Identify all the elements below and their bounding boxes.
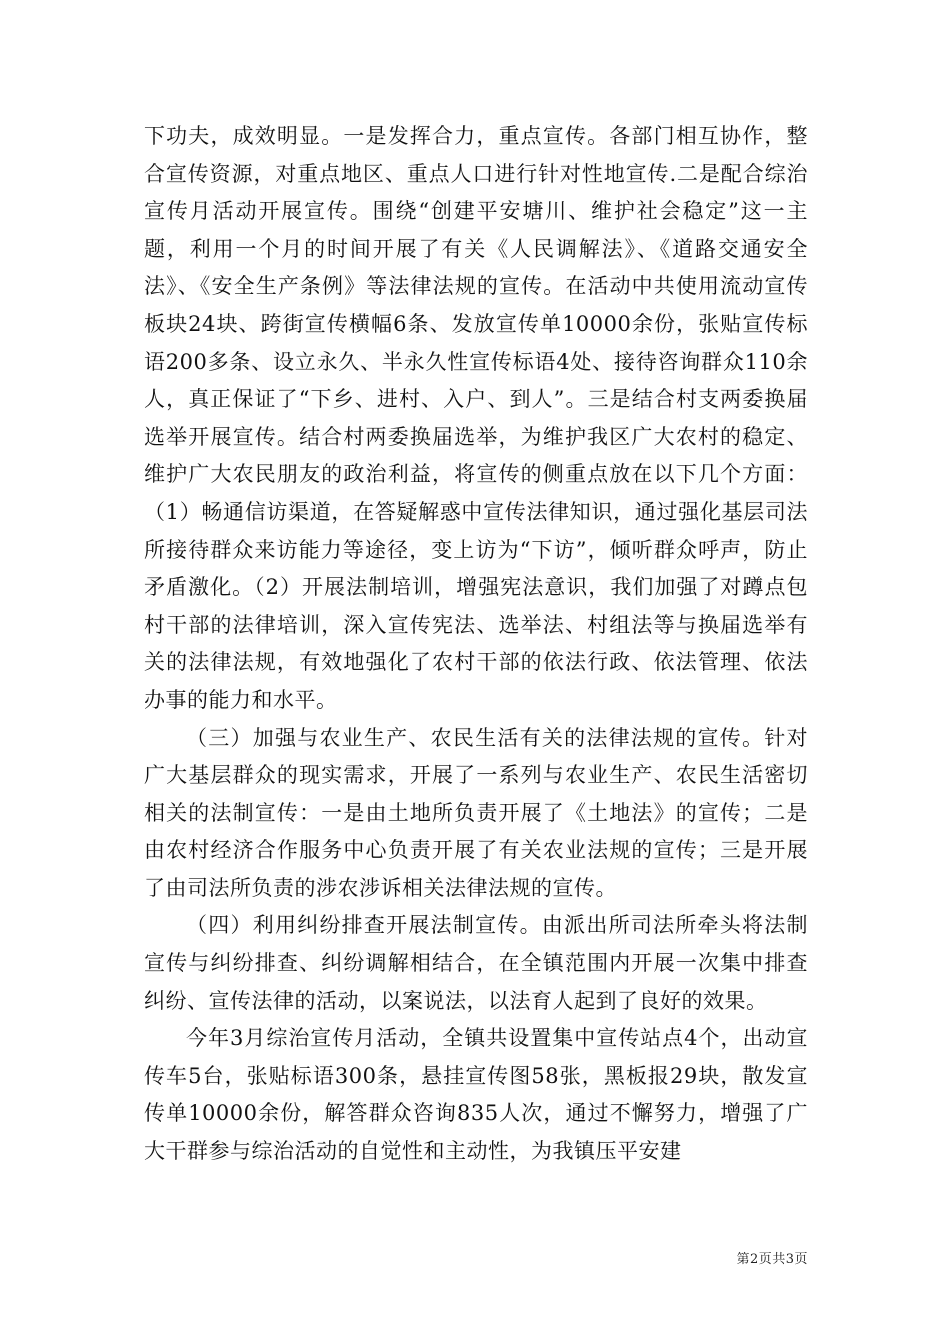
paragraph-continuation: 下功夫，成效明显。一是发挥合力，重点宣传。各部门相互协作，整合宣传资源，对重点地区、重点人口进行针对性地宣传.二是配合综治宣传月活动开展宣传。围绕“创建平安塘川、维护社会稳定”这一主题，利用一个月的时间开展了有关《人民调解法》、《道路交通安全法》、《安全生产条例》等法律法规的宣传。在活动中共使用流动宣传板块24块、跨街宣传横幅6条、发放宣传单10000余份，张贴宣传标语200多条、设立永久、半永久性宣传标语4处、接待咨询群众110余人，真正保证了“下乡、进村、入户、到人”。三是结合村支两委换届选举开展宣传。结合村两委换届选举，为维护我区广大农村的稳定、维护广大农民朋友的政治利益，将宣传的侧重点放在以下几个方面：（1）畅通信访渠道，在答疑解惑中宣传法律知识，通过强化基层司法所接待群众来访能力等途径，变上访为“下访”，倾听群众呼声，防止矛盾激化。（2）开展法制培训，增强宪法意识，我们加强了对蹲点包村干部的法律培训，深入宣传宪法、选举法、村组法等与换届选举有关的法律法规，有效地强化了农村干部的依法行政、依法管理、依法办事的能力和水平。	[144, 124, 808, 712]
paragraph-section-four: （四）利用纠纷排查开展法制宣传。由派出所司法所牵头将法制宣传与纠纷排查、纠纷调解相结合，在全镇范围内开展一次集中排查纠纷、宣传法律的活动，以案说法，以法育人起到了良好的效果。	[144, 913, 808, 1013]
body-text	[144, 118, 808, 1171]
page-number-footer: 第2页共3页	[736, 1252, 808, 1267]
paragraph-march-campaign: 今年3月综治宣传月活动，全镇共设置集中宣传站点4个，出动宣传车5台，张贴标语300条，悬挂宣传图58张，黑板报29块，散发宣传单10000余份，解答群众咨询835人次，通过不懈努力，增强了广大干群参与综治活动的自觉性和主动性，为我镇压平安建	[144, 1026, 808, 1164]
paragraph-section-three: （三）加强与农业生产、农民生活有关的法律法规的宣传。针对广大基层群众的现实需求，开展了一系列与农业生产、农民生活密切相关的法制宣传：一是由土地所负责开展了《土地法》的宣传；二是由农村经济合作服务中心负责开展了有关农业法规的宣传；三是开展了由司法所负责的涉农涉诉相关法律法规的宣传。	[144, 725, 808, 900]
